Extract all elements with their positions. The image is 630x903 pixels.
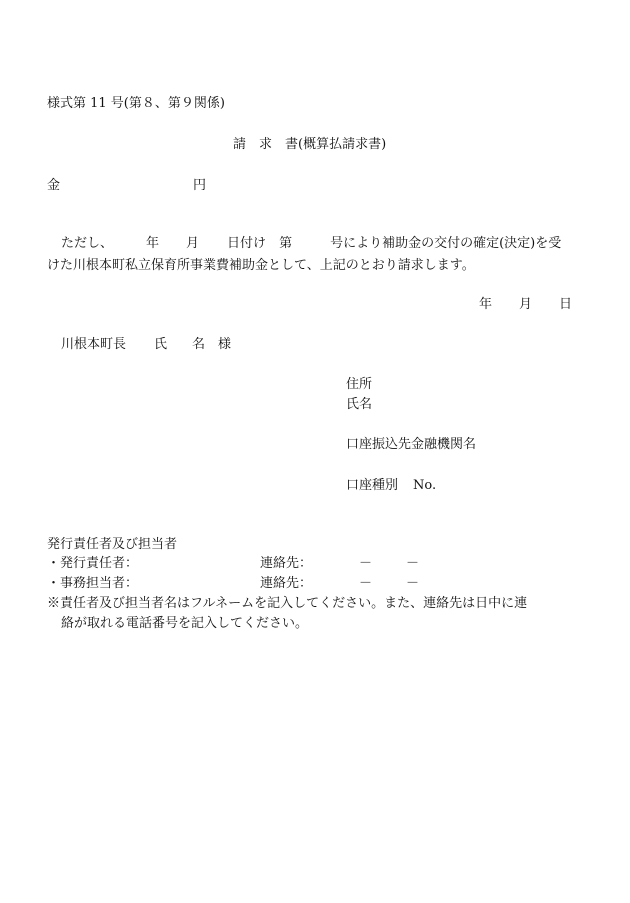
amount-unit: 円 [193, 178, 207, 193]
applicant-bank-label: 口座振込先金融機関名 [346, 437, 477, 452]
body-year: 年 [146, 236, 160, 251]
body-line-1 [61, 237, 561, 250]
applicant-address-label: 住所 [346, 377, 373, 392]
note-line-2: 絡が取れる電話番号を記入してください。 [61, 616, 309, 631]
addressee-office: 川根本町長 [61, 337, 127, 352]
amount-prefix: 金 [47, 178, 61, 193]
contact-row-issuer-dash-2: － [406, 556, 420, 571]
form-number: 様式第 11 号(第８、第９関係) [47, 96, 225, 111]
contacts-heading: 発行責任者及び担当者 [47, 537, 178, 552]
contact-row-clerk-label: ・事務担当者： [47, 576, 139, 591]
applicant-account-no-label: No. [413, 478, 437, 493]
applicant-account-type-label: 口座種別 [346, 478, 399, 493]
page-title: 請 求 書(概算払請求書) [233, 137, 387, 152]
contact-row-clerk-dash-1: － [359, 576, 373, 591]
contact-row-issuer-dash-1: － [359, 556, 373, 571]
contact-row-clerk-dash-2: － [406, 576, 420, 591]
note-line-1: ※責任者及び担当者名はフルネームを記入してください。また、連絡先は日中に連 [47, 596, 528, 611]
contact-row-clerk-contact: 連絡先： [260, 576, 313, 591]
body-line-2: けた川根本町私立保育所事業費補助金として、上記のとおり請求します。 [47, 258, 475, 273]
body-tadashi: ただし、 [61, 236, 114, 251]
body-dai: 第 [279, 236, 293, 251]
contact-row-issuer-label: ・発行責任者： [47, 556, 139, 571]
body-go: 号により補助金の交付の確定(決定)を受 [330, 236, 562, 251]
addressee-mei: 名 [192, 337, 206, 352]
applicant-name-label: 氏名 [346, 397, 373, 412]
contact-row-issuer-contact: 連絡先： [260, 556, 313, 571]
date-month: 月 [519, 297, 533, 312]
date-day: 日 [559, 297, 573, 312]
body-day-suffix: 日付け [227, 236, 267, 251]
addressee-shi: 氏 [154, 337, 168, 352]
date-year: 年 [479, 297, 493, 312]
addressee-sama: 様 [218, 337, 232, 352]
body-month: 月 [186, 236, 200, 251]
